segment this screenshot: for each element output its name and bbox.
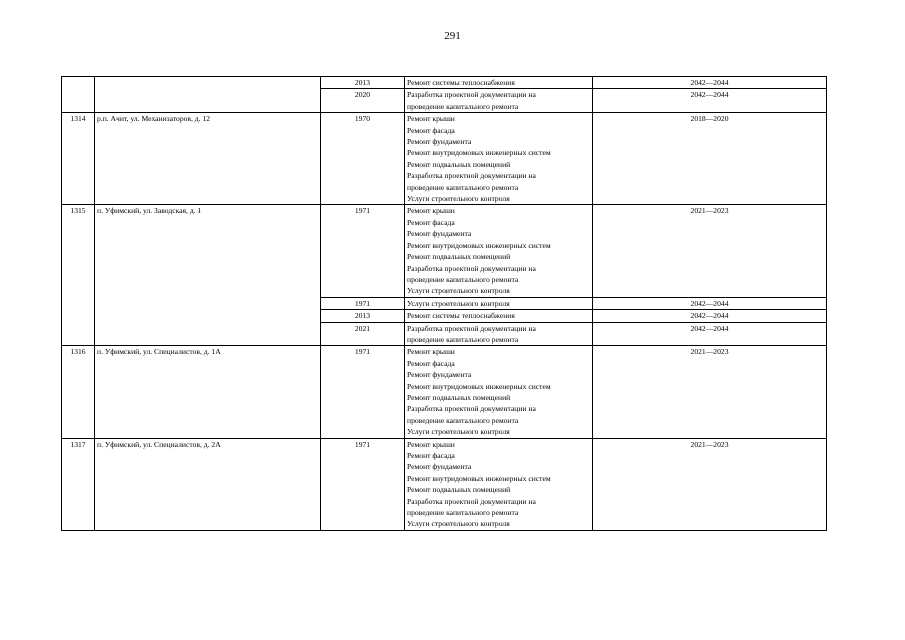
work-item: Ремонт системы теплоснабжения bbox=[407, 311, 515, 321]
period-cell: 2042—2044 bbox=[593, 322, 827, 346]
work-item: Ремонт внутридомовых инженерных систем bbox=[407, 473, 551, 483]
works-cell bbox=[405, 438, 593, 530]
period-cell: 2042—2044 bbox=[593, 310, 827, 322]
year-cell: 1971 bbox=[321, 205, 405, 297]
work-item: Услуги строительного контроля bbox=[407, 427, 510, 437]
period-cell: 2021—2023 bbox=[593, 438, 827, 530]
address-cell bbox=[95, 77, 321, 113]
year-cell: 1971 bbox=[321, 346, 405, 438]
address-cell: п. Уфимский, ул. Специалистов, д. 2А bbox=[95, 438, 321, 530]
period-cell: 2021—2023 bbox=[593, 205, 827, 297]
table-row bbox=[62, 346, 827, 438]
house-number-cell: 1316 bbox=[62, 346, 95, 438]
year-cell: 1971 bbox=[321, 297, 405, 309]
work-item: Разработка проектной документации на bbox=[407, 263, 536, 273]
work-item: Ремонт внутридомовых инженерных систем bbox=[407, 381, 551, 391]
work-item: проведение капитального ремонта bbox=[407, 101, 519, 111]
house-number-cell: 1315 bbox=[62, 205, 95, 346]
work-item: Ремонт фасада bbox=[407, 451, 455, 460]
work-item: Ремонт подвальных помещений bbox=[407, 252, 511, 262]
work-item: Ремонт системы теплоснабжения bbox=[407, 78, 515, 87]
work-item: Разработка проектной документации на bbox=[407, 404, 536, 414]
year-cell: 2013 bbox=[321, 310, 405, 322]
work-item: Услуги строительного контроля bbox=[407, 194, 510, 204]
work-item: проведение капитального ремонта bbox=[407, 334, 519, 344]
year-cell: 1970 bbox=[321, 113, 405, 205]
table-row bbox=[62, 113, 827, 205]
work-item: проведение капитального ремонта bbox=[407, 415, 519, 425]
repair-plan-table bbox=[61, 76, 827, 531]
house-number-cell bbox=[62, 77, 95, 113]
period-cell: 2042—2044 bbox=[593, 77, 827, 89]
work-item: Ремонт крыши bbox=[407, 347, 455, 357]
page-number: 291 bbox=[444, 30, 461, 42]
work-item: Разработка проектной документации на bbox=[407, 90, 536, 100]
work-item: Ремонт фасада bbox=[407, 125, 455, 135]
period-cell: 2018—2020 bbox=[593, 113, 827, 205]
repair-plan-body bbox=[62, 77, 827, 531]
work-item: проведение капитального ремонта bbox=[407, 182, 519, 192]
work-item: Услуги строительного контроля bbox=[407, 286, 510, 296]
works-cell bbox=[405, 310, 593, 322]
address-cell: р.п. Ачит, ул. Механизаторов, д. 12 bbox=[95, 113, 321, 205]
work-item: Ремонт фундамента bbox=[407, 137, 472, 147]
year-cell: 2013 bbox=[321, 77, 405, 89]
work-item: Ремонт подвальных помещений bbox=[407, 392, 511, 402]
year-cell: 2021 bbox=[321, 322, 405, 346]
work-item: Разработка проектной документации на bbox=[407, 323, 536, 333]
works-cell bbox=[405, 113, 593, 205]
works-cell bbox=[405, 322, 593, 346]
work-item: Разработка проектной документации на bbox=[407, 171, 536, 181]
period-cell: 2042—2044 bbox=[593, 89, 827, 113]
work-item: Ремонт крыши bbox=[407, 114, 455, 124]
work-item: Ремонт фасада bbox=[407, 217, 455, 227]
house-number-cell: 1317 bbox=[62, 438, 95, 530]
work-item: Ремонт внутридомовых инженерных систем bbox=[407, 148, 551, 158]
works-cell bbox=[405, 205, 593, 297]
work-item: Ремонт фасада bbox=[407, 358, 455, 368]
work-item: Разработка проектной документации на bbox=[407, 496, 536, 506]
period-cell: 2042—2044 bbox=[593, 297, 827, 309]
work-item: Услуги строительного контроля bbox=[407, 298, 510, 308]
works-cell bbox=[405, 346, 593, 438]
address-cell: п. Уфимский, ул. Специалистов, д. 1А bbox=[95, 346, 321, 438]
work-item: Ремонт фундамента bbox=[407, 229, 472, 239]
work-item: Ремонт внутридомовых инженерных систем bbox=[407, 240, 551, 250]
house-number-cell: 1314 bbox=[62, 113, 95, 205]
work-item: Ремонт фундамента bbox=[407, 370, 472, 380]
work-item: проведение капитального ремонта bbox=[407, 274, 519, 284]
works-cell bbox=[405, 297, 593, 309]
work-item: Услуги строительного контроля bbox=[407, 519, 510, 529]
table-row bbox=[62, 438, 827, 530]
work-item: Ремонт крыши bbox=[407, 439, 455, 449]
address-cell: п. Уфимский, ул. Заводская, д. 1 bbox=[95, 205, 321, 346]
year-cell: 2020 bbox=[321, 89, 405, 113]
year-cell: 1971 bbox=[321, 438, 405, 530]
work-item: проведение капитального ремонта bbox=[407, 508, 519, 518]
work-item: Ремонт фундамента bbox=[407, 462, 472, 472]
table-row bbox=[62, 77, 827, 89]
work-item: Ремонт крыши bbox=[407, 206, 455, 216]
works-cell bbox=[405, 77, 593, 89]
table-row bbox=[62, 205, 827, 297]
works-cell bbox=[405, 89, 593, 113]
work-item: Ремонт подвальных помещений bbox=[407, 159, 511, 169]
period-cell: 2021—2023 bbox=[593, 346, 827, 438]
work-item: Ремонт подвальных помещений bbox=[407, 485, 511, 495]
